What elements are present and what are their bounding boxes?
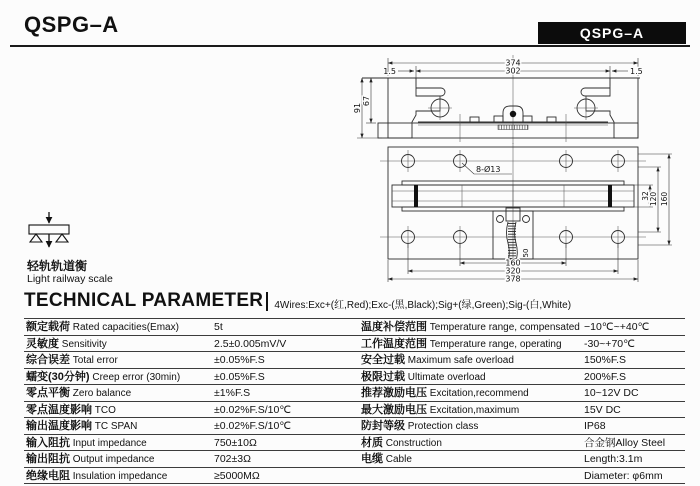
param-value-left: 750±10Ω (214, 436, 257, 449)
param-name-right-en: Temperature range, operating (427, 338, 562, 350)
param-name-right-en: Excitation,maximum (427, 404, 520, 416)
table-row (24, 435, 685, 452)
param-name-right-zh: 安全过载 (361, 354, 405, 366)
param-name-right (354, 385, 584, 401)
param-name-right-zh: 材质 (361, 436, 383, 449)
param-name-left-zh: 输入阻抗 (26, 436, 70, 449)
param-name-left-zh: 综合误差 (26, 354, 70, 366)
param-name-left-en: Rated capacities(Emax) (70, 322, 179, 333)
param-name-right-zh: 工作温度范围 (361, 337, 427, 350)
param-name-left-en: Total error (70, 355, 118, 366)
left-roller (428, 96, 452, 120)
param-value-right: 合金钢Alloy Steel (584, 436, 666, 449)
param-value-left: ±0.05%F.S (214, 354, 265, 366)
wiring-note: 4Wires:Exc+(红,Red);Exc-(黑,Black);Sig+(绿,Green);Sig-(白,White) (274, 300, 572, 311)
dim-120: 120 (649, 191, 658, 207)
load-diagram-icon (26, 211, 74, 257)
param-name-right-en: Maximum safe overload (405, 355, 514, 366)
param-name-left-zh: 额定载荷 (26, 321, 70, 333)
left-lip (416, 88, 445, 96)
param-name-left-en: Insulation impedance (70, 470, 168, 482)
application-caption (27, 260, 113, 286)
table-row (24, 352, 685, 369)
dim-160-bottom: 160 (505, 258, 521, 268)
dim-67: 67 (362, 95, 371, 107)
param-value-right: −10℃~+40℃ (584, 321, 650, 333)
param-value-left: 702±3Ω (214, 453, 251, 465)
param-value-right: -30~+70℃ (584, 337, 635, 350)
param-name-left-zh: 零点温度影响 (26, 403, 92, 416)
dim-right-1.5: 1.5 (630, 66, 643, 76)
table-row (24, 451, 685, 468)
param-name-left (24, 336, 214, 352)
param-name-right-en: Ultimate overload (405, 371, 486, 383)
param-value-right: 15V DC (584, 403, 621, 416)
param-name-left-zh: 绝缘电阻 (26, 469, 70, 482)
param-name-left-en: TC SPAN (92, 421, 138, 432)
param-name-left-en: Sensitivity (59, 338, 107, 350)
param-value-left: ±0.05%F.S (214, 370, 265, 383)
param-name-left-zh: 零点平衡 (26, 387, 70, 399)
table-row (24, 385, 685, 402)
param-name-left (24, 435, 214, 451)
param-name-left-en: TCO (92, 404, 116, 416)
dim-50: 50 (522, 248, 530, 258)
param-name-right-en: Excitation,recommend (427, 388, 529, 399)
param-name-left-en: Output impedance (70, 454, 155, 465)
application-en: Light railway scale (27, 273, 113, 285)
model-badge: QSPG–A (538, 22, 686, 44)
dim-374: 374 (505, 58, 521, 68)
table-row (24, 336, 685, 353)
param-name-left (24, 468, 214, 484)
param-name-right-zh: 电缆 (361, 453, 383, 465)
heading-divider-bar (266, 292, 268, 311)
dim-91: 91 (353, 102, 362, 114)
param-name-right (354, 435, 584, 451)
param-name-right-en: Protection class (405, 421, 479, 432)
param-name-right-zh: 推荐激励电压 (361, 387, 427, 399)
table-row (24, 402, 685, 419)
param-value-left: ±1%F.S (214, 387, 251, 399)
param-name-left (24, 369, 214, 385)
right-roller (574, 96, 598, 120)
right-dimensions (634, 154, 672, 245)
param-value-right: 150%F.S (584, 354, 627, 366)
param-name-left-zh: 灵敏度 (26, 337, 59, 350)
param-name-right-zh: 极限过载 (361, 370, 405, 383)
param-name-right (354, 402, 584, 418)
param-name-right (354, 369, 584, 385)
dim-160-right: 160 (660, 191, 669, 207)
param-name-left (24, 418, 214, 434)
param-name-right (354, 418, 584, 434)
param-name-right (354, 352, 584, 368)
technical-drawing (352, 52, 700, 295)
application-zh: 轻轨轨道衡 (27, 259, 88, 273)
param-name-left-zh: 输出温度影响 (26, 420, 92, 432)
section-title: TECHNICAL PARAMETER (24, 290, 264, 311)
front-view (353, 55, 643, 144)
rail-beam (392, 181, 634, 211)
dim-320: 320 (505, 266, 521, 276)
dim-left-1.5: 1.5 (383, 66, 396, 76)
header (10, 0, 690, 47)
param-name-left-zh: 蠕变(30分钟) (26, 370, 90, 383)
table-row (24, 418, 685, 435)
top-view (380, 143, 672, 284)
table-row (24, 468, 685, 485)
param-name-left (24, 402, 214, 418)
param-value-right: 10~12V DC (584, 387, 639, 399)
dim-302: 302 (505, 66, 521, 76)
param-name-left (24, 319, 214, 335)
param-name-right (354, 319, 584, 335)
param-name-right-en: Cable (383, 454, 412, 465)
parameter-table (24, 318, 685, 484)
param-name-left (24, 451, 214, 467)
param-name-right-zh: 防封等级 (361, 420, 405, 432)
page-title: QSPG–A (24, 12, 119, 37)
param-value-right: 200%F.S (584, 370, 627, 383)
param-name-right-zh: 温度补偿范围 (361, 321, 427, 333)
param-value-right: Diameter: φ6mm (584, 469, 663, 482)
param-value-right: IP68 (584, 420, 606, 432)
param-name-right-en: Construction (383, 437, 442, 449)
dim-holes: 8-Ø13 (476, 165, 501, 174)
table-row (24, 319, 685, 336)
param-value-left: ±0.02%F.S/10℃ (214, 420, 292, 432)
param-name-right-en: Temperature range, compensated (427, 322, 580, 333)
param-name-left-en: Zero balance (70, 388, 132, 399)
param-name-left (24, 385, 214, 401)
param-name-left-en: Creep error (30min) (89, 371, 181, 383)
param-name-right-zh: 最大激励电压 (361, 403, 427, 416)
param-value-left: ±0.02%F.S/10℃ (214, 403, 292, 416)
dim-32: 32 (641, 191, 650, 201)
param-name-right (354, 451, 584, 467)
dim-378: 378 (505, 274, 521, 284)
param-value-left: 5t (214, 321, 223, 333)
param-value-left: ≥5000MΩ (214, 469, 260, 482)
param-name-left-en: Input impedance (70, 437, 147, 449)
table-row (24, 369, 685, 386)
param-value-left: 2.5±0.005mV/V (214, 337, 287, 350)
section-heading (24, 290, 571, 312)
param-name-right (354, 336, 584, 352)
param-value-right: Length:3.1m (584, 453, 643, 465)
param-name-left (24, 352, 214, 368)
param-name-left-zh: 输出阻抗 (26, 453, 70, 465)
right-lip (581, 88, 610, 96)
